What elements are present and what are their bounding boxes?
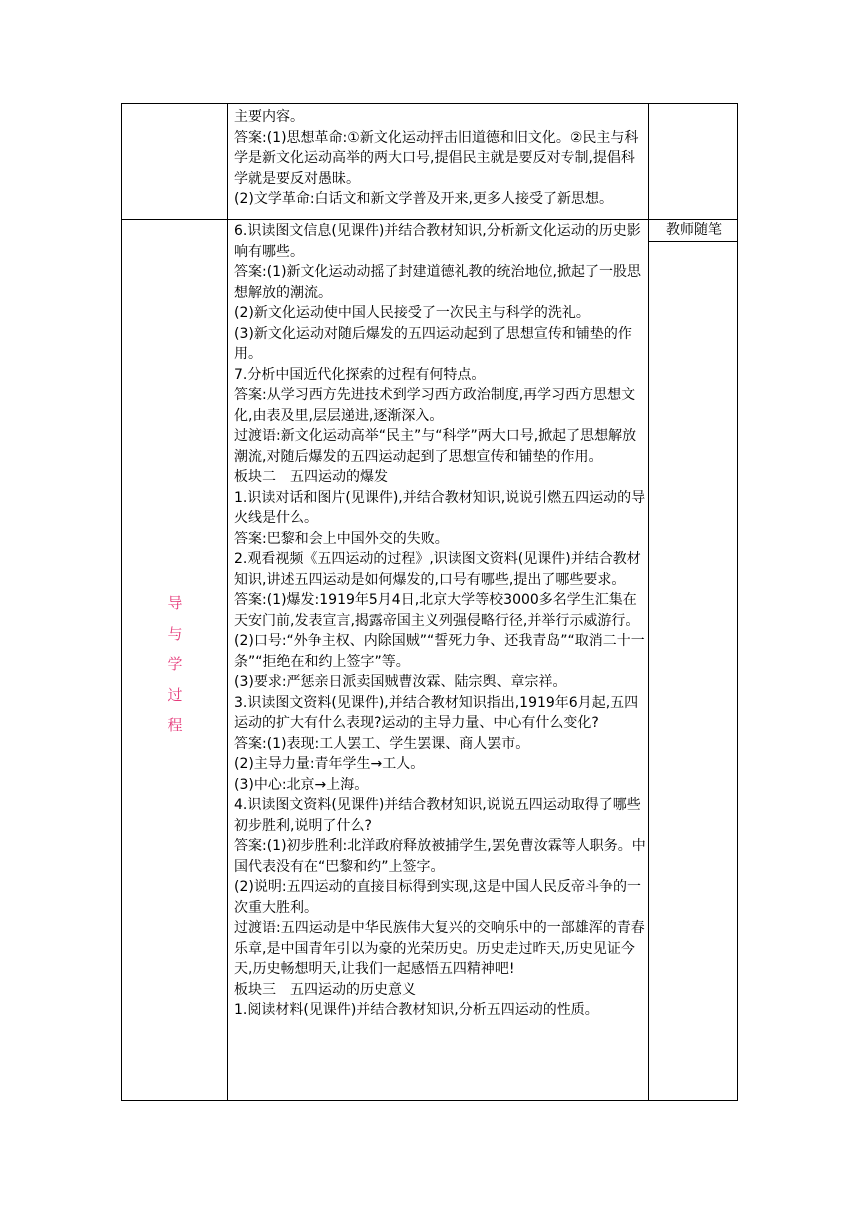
table-divider-left — [227, 103, 228, 1101]
answer-6-2: (2)新文化运动使中国人民接受了一次民主与科学的洗礼。 — [234, 305, 590, 321]
question-7: 7.分析中国近代化探索的过程有何特点。 — [234, 366, 486, 383]
table-border-right — [737, 103, 738, 1101]
answer-2-1: 答案:巴黎和会上中国外交的失败。 — [234, 530, 449, 547]
main-row-content — [234, 221, 646, 1021]
question-2-3: 3.识读图文资料(见课件),并结合教材知识指出,1919年6月起,五四运动的扩大有什么表现?运动的主导力量、中心有什么变化? — [234, 694, 639, 731]
text-line: (2)文学革命:白话文和新文学普及开来,更多人接受了新思想。 — [234, 191, 613, 207]
table-border-left — [121, 103, 122, 1101]
answer-2-3-3: (3)中心:北京→上海。 — [234, 776, 369, 793]
answer-2-3-1: 答案:(1)表现:工人罢工、学生罢课、商人罢市。 — [234, 735, 530, 752]
table-border-bottom — [121, 1100, 738, 1101]
answer-2-2-1: 答案:(1)爆发:1919年5月4日,北京大学等校3000多名学生汇集在天安门前,发表宣言,揭露帝国主义列强侵略行径,并举行示威游行。 — [234, 592, 640, 629]
answer-2-2-3: (3)要求:严惩亲日派卖国贼曹汝霖、陆宗舆、章宗祥。 — [234, 674, 567, 690]
answer-6-1: 答案:(1)新文化运动动摇了封建道德礼教的统治地位,掀起了一股思想解放的潮流。 — [234, 264, 641, 301]
text-line: 主要内容。 — [234, 109, 304, 125]
transition-1: 过渡语:新文化运动高举“民主”与“科学”两大口号,掀起了思想解放潮流,对随后爆发的五四运动起到了思想宣传和铺垫的作用。 — [234, 428, 637, 465]
text-line: 答案:(1)思想革命:①新文化运动抨击旧道德和旧文化。②民主与科学是新文化运动高举的两大口号,提倡民主就是要反对专制,提倡科学就是要反对愚昧。 — [234, 129, 639, 187]
teacher-notes-label: 教师随笔 — [666, 222, 722, 238]
question-6: 6.识读图文信息(见课件)并结合教材知识,分析新文化运动的历史影响有哪些。 — [234, 223, 641, 260]
transition-2: 过渡语:五四运动是中华民族伟大复兴的交响乐中的一部雄浑的青春乐章,是中国青年引以为豪的光荣历史。历史走过昨天,历史见证今天,历史畅想明天,让我们一起感悟五四精神吧! — [234, 920, 645, 977]
question-2-1: 1.识读对话和图片(见课件),并结合教材知识,说说引燃五四运动的导火线是什么。 — [234, 489, 646, 526]
answer-6-3: (3)新文化运动对随后爆发的五四运动起到了思想宣传和铺垫的作用。 — [234, 325, 632, 362]
top-row-content — [234, 107, 646, 210]
question-2-4: 4.识读图文资料(见课件)并结合教材知识,说说五四运动取得了哪些初步胜利,说明了什么? — [234, 797, 641, 834]
table-border-top — [121, 103, 738, 104]
table-divider-right — [648, 103, 649, 1101]
answer-2-3-2: (2)主导力量:青年学生→工人。 — [234, 756, 425, 772]
side-label-char: 导 — [167, 594, 183, 612]
teacher-notes-header-divider — [648, 241, 738, 242]
question-2-2: 2.观看视频《五四运动的过程》,识读图文资料(见课件)并结合教材知识,讲述五四运动是如何爆发的,口号有哪些,提出了哪些要求。 — [234, 551, 641, 588]
side-label-char: 程 — [167, 716, 183, 734]
section-heading-3: 板块三 五四运动的历史意义 — [234, 981, 416, 998]
section-heading-2: 板块二 五四运动的爆发 — [234, 469, 388, 485]
answer-2-4-2: (2)说明:五四运动的直接目标得到实现,这是中国人民反帝斗争的一次重大胜利。 — [234, 879, 641, 916]
side-label-char: 过 — [167, 685, 183, 704]
answer-7: 答案:从学习西方先进技术到学习西方政治制度,再学习西方思想文化,由表及里,层层递进,逐渐深入。 — [234, 387, 636, 424]
answer-2-4-1: 答案:(1)初步胜利:北洋政府释放被捕学生,罢免曹汝霖等人职务。中国代表没有在“巴黎和约”上签字。 — [234, 838, 646, 875]
side-label-char: 学 — [167, 655, 183, 673]
table-row-divider — [121, 219, 738, 220]
side-label-char: 与 — [167, 624, 183, 643]
answer-2-2-2: (2)口号:“外争主权、内除国贼”“誓死力争、还我青岛”“取消二十一条”“拒绝在和约上签字”等。 — [234, 633, 645, 670]
question-3-1: 1.阅读材料(见课件)并结合教材知识,分析五四运动的性质。 — [234, 1002, 599, 1018]
side-label-guide-and-learn-process — [163, 588, 187, 741]
